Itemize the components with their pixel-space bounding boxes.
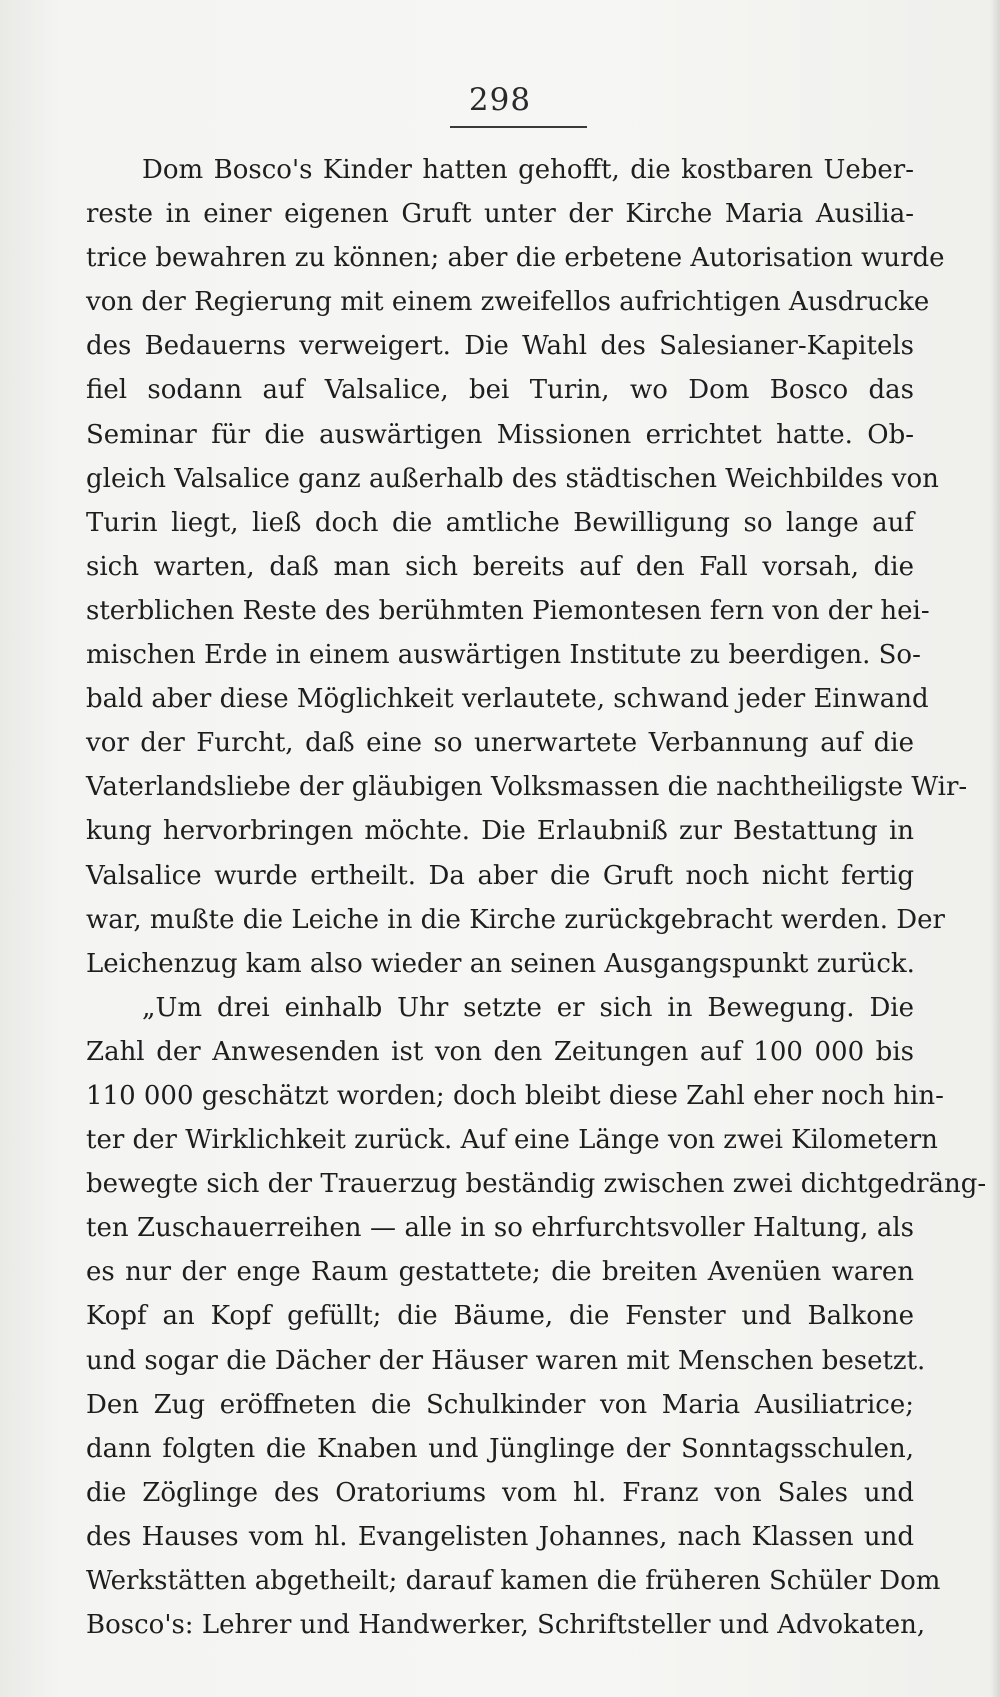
- text-line: Seminar für die auswärtigen Missionen errichtet hatte. Ob-: [86, 419, 914, 450]
- text-line: des Bedauerns verweigert. Die Wahl des Salesianer-Kapitels: [86, 331, 914, 362]
- page-number: 298: [468, 82, 532, 118]
- text-line: „Um drei einhalb Uhr setzte er sich in Bewegung. Die: [142, 992, 914, 1023]
- text-line: Zahl der Anwesenden ist von den Zeitungen auf 100 000 bis: [86, 1036, 914, 1067]
- text-line: von der Regierung mit einem zweifellos aufrichtigen Ausdrucke: [86, 287, 930, 318]
- body-text: [86, 148, 987, 1647]
- text-line: 110 000 geschätzt worden; doch bleibt diese Zahl eher noch hin-: [86, 1080, 944, 1111]
- text-line: bald aber diese Möglichkeit verlautete, schwand jeder Einwand: [86, 684, 929, 715]
- text-line: sterblichen Reste des berühmten Piemontesen fern von der hei-: [86, 595, 930, 626]
- text-line: Kopf an Kopf gefüllt; die Bäume, die Fenster und Balkone: [86, 1301, 914, 1332]
- text-line: kung hervorbringen möchte. Die Erlaubniß zur Bestattung in: [86, 816, 914, 847]
- page-edge-shadow: [990, 0, 1000, 1697]
- text-line: Dom Bosco's Kinder hatten gehofft, die kostbaren Ueber-: [142, 155, 914, 185]
- text-line: war, mußte die Leiche in die Kirche zurückgebracht werden. Der: [86, 904, 945, 935]
- text-line: trice bewahren zu können; aber die erbetene Autorisation wurde: [86, 243, 945, 274]
- text-line: ten Zuschauerreihen — alle in so ehrfurchtsvoller Haltung, als: [86, 1213, 914, 1244]
- text-line: Bosco's: Lehrer und Handwerker, Schriftsteller und Advokaten,: [86, 1610, 926, 1641]
- text-line: Den Zug eröffneten die Schulkinder von Maria Ausiliatrice;: [86, 1389, 914, 1420]
- text-line: reste in einer eigenen Gruft unter der Kirche Maria Ausilia-: [86, 199, 914, 230]
- text-line: Valsalice wurde ertheilt. Da aber die Gruft noch nicht fertig: [86, 860, 914, 891]
- text-line: Werkstätten abgetheilt; darauf kamen die früheren Schüler Dom: [86, 1566, 941, 1596]
- text-line: mischen Erde in einem auswärtigen Institute zu beerdigen. So-: [86, 640, 921, 671]
- text-line: sich warten, daß man sich bereits auf den Fall vorsah, die: [86, 551, 914, 582]
- text-line: Leichenzug kam also wieder an seinen Ausgangspunkt zurück.: [86, 948, 915, 979]
- text-line: bewegte sich der Trauerzug beständig zwischen zwei dichtgedräng-: [86, 1169, 987, 1200]
- text-line: ter der Wirklichkeit zurück. Auf eine Länge von zwei Kilometern: [86, 1125, 938, 1156]
- text-line: die Zöglinge des Oratoriums vom hl. Franz von Sales und: [86, 1477, 914, 1508]
- text-line: vor der Furcht, daß eine so unerwartete Verbannung auf die: [86, 728, 914, 759]
- text-line: Turin liegt, ließ doch die amtliche Bewilligung so lange auf: [86, 507, 914, 538]
- header-rule: [450, 126, 587, 128]
- text-line: und sogar die Dächer der Häuser waren mit Menschen besetzt.: [86, 1345, 926, 1376]
- text-line: es nur der enge Raum gestattete; die breiten Avenüen waren: [86, 1257, 914, 1288]
- text-line: Vaterlandsliebe der gläubigen Volksmassen die nachtheiligste Wir-: [86, 772, 968, 803]
- text-line: dann folgten die Knaben und Jünglinge der Sonntagsschulen,: [86, 1433, 914, 1464]
- text-line: fiel sodann auf Valsalice, bei Turin, wo Dom Bosco das: [86, 375, 914, 406]
- text-line: gleich Valsalice ganz außerhalb des städtischen Weichbildes von: [86, 463, 939, 494]
- text-line: des Hauses vom hl. Evangelisten Johannes, nach Klassen und: [86, 1521, 914, 1552]
